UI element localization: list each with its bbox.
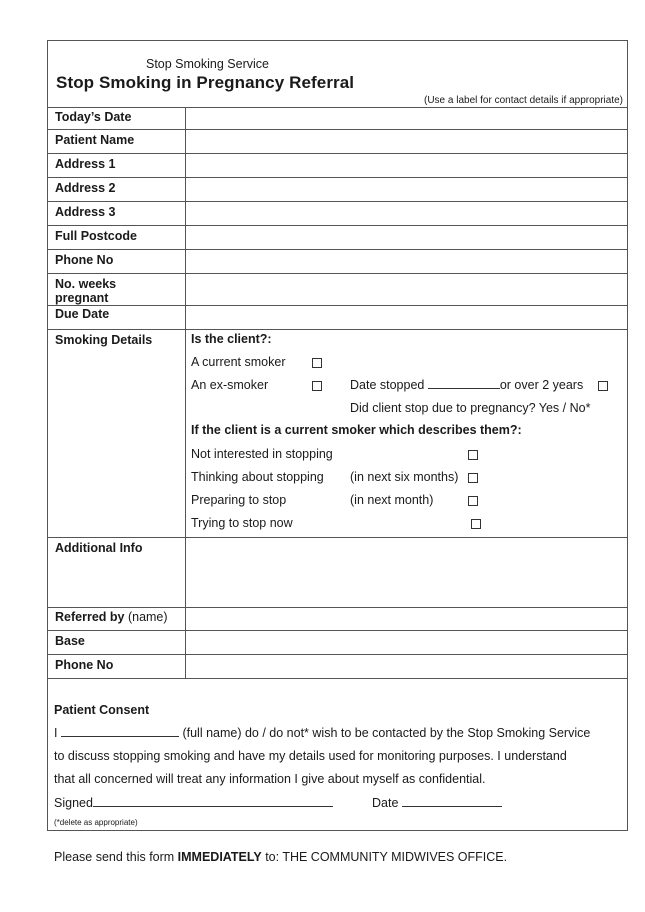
- patient-name-label: Patient Name: [55, 133, 135, 147]
- stage-preparing-label: Preparing to stop: [191, 493, 287, 507]
- phone-2-label: Phone No: [55, 658, 114, 672]
- additional-info-label: Additional Info: [55, 541, 143, 555]
- stage-thinking-checkbox[interactable]: [468, 473, 478, 483]
- phone-field[interactable]: [185, 250, 627, 273]
- todays-date-field[interactable]: [185, 107, 627, 129]
- referred-by-label: [55, 610, 168, 624]
- postcode-field[interactable]: [185, 226, 627, 249]
- date-stopped-label: Date stopped: [350, 378, 425, 392]
- row-smoking-details: [48, 330, 627, 538]
- row-phone: [48, 250, 627, 274]
- consent-line-1-text: (full name) do / do not* wish to be contacted by the Stop Smoking Service: [182, 726, 591, 740]
- date-stopped-line: [350, 378, 583, 392]
- address-3-field[interactable]: [185, 202, 627, 225]
- row-address-2: [48, 178, 627, 202]
- row-additional-info: [48, 538, 627, 608]
- base-field[interactable]: [185, 631, 627, 654]
- stage-trying-checkbox[interactable]: [471, 519, 481, 529]
- footer-pre: Please send this form: [54, 850, 178, 864]
- signed-label: Signed: [54, 796, 93, 810]
- address-2-label: Address 2: [55, 181, 116, 195]
- service-name: Stop Smoking Service: [146, 57, 269, 71]
- consent-i: I: [54, 726, 58, 740]
- row-base: [48, 631, 627, 655]
- consent-date-label: Date: [372, 796, 399, 810]
- form-header: [48, 41, 627, 108]
- over-two-years-label: or over 2 years: [499, 378, 584, 392]
- referred-by-field[interactable]: [185, 608, 627, 630]
- postcode-label: Full Postcode: [55, 229, 137, 243]
- footer-instruction: [54, 850, 507, 864]
- footer-bold: IMMEDIATELY: [177, 850, 262, 864]
- row-address-3: [48, 202, 627, 226]
- stage-thinking-note: (in next six months): [350, 470, 459, 484]
- date-stopped-field[interactable]: [428, 378, 500, 389]
- consent-date-field[interactable]: [402, 796, 502, 807]
- ex-smoker-label: An ex-smoker: [191, 378, 269, 392]
- current-smoker-checkbox[interactable]: [312, 358, 322, 368]
- consent-line-2: to discuss stopping smoking and have my details used for monitoring purposes. I understand: [54, 749, 567, 763]
- stop-due-pregnancy-question[interactable]: Did client stop due to pregnancy? Yes / No*: [350, 401, 591, 415]
- base-label: Base: [55, 634, 85, 648]
- consent-line-1: [54, 726, 590, 740]
- smoking-details-section: [185, 330, 627, 537]
- row-todays-date: [48, 107, 627, 130]
- client-status-question: Is the client?:: [191, 332, 272, 346]
- consent-line-3: that all concerned will treat any information I give about myself as confidential.: [54, 772, 486, 786]
- row-address-1: [48, 154, 627, 178]
- stage-not-interested-checkbox[interactable]: [468, 450, 478, 460]
- consent-heading: Patient Consent: [54, 703, 150, 717]
- referral-form: [47, 40, 628, 831]
- address-2-field[interactable]: [185, 178, 627, 201]
- patient-name-field[interactable]: [185, 130, 627, 153]
- signature-field[interactable]: [93, 796, 333, 807]
- todays-date-label: Today’s Date: [55, 110, 132, 124]
- label-note: (Use a label for contact details if appropriate): [424, 95, 623, 106]
- ex-smoker-checkbox[interactable]: [312, 381, 322, 391]
- date-line: [372, 796, 502, 810]
- signed-line: [54, 796, 333, 810]
- current-smoker-label: A current smoker: [191, 355, 286, 369]
- due-date-field[interactable]: [185, 306, 627, 329]
- weeks-pregnant-label: No. weeks pregnant: [55, 277, 117, 305]
- current-smoker-stage-question: If the client is a current smoker which describes them?:: [191, 423, 522, 437]
- row-due-date: [48, 306, 627, 330]
- row-phone-2: [48, 655, 627, 679]
- stage-not-interested-label: Not interested in stopping: [191, 447, 333, 461]
- row-referred-by: [48, 608, 627, 631]
- stage-preparing-checkbox[interactable]: [468, 496, 478, 506]
- full-name-field[interactable]: [61, 726, 179, 737]
- smoking-details-label: Smoking Details: [55, 333, 153, 347]
- phone-2-field[interactable]: [185, 655, 627, 678]
- weeks-pregnant-field[interactable]: [185, 274, 627, 305]
- address-1-field[interactable]: [185, 154, 627, 177]
- row-weeks-pregnant: [48, 274, 627, 306]
- phone-label: Phone No: [55, 253, 114, 267]
- additional-info-field[interactable]: [185, 538, 627, 607]
- form-title: Stop Smoking in Pregnancy Referral: [56, 73, 355, 92]
- row-postcode: [48, 226, 627, 250]
- due-date-label: Due Date: [55, 307, 110, 321]
- stage-preparing-note: (in next month): [350, 493, 434, 507]
- footer-post: to: THE COMMUNITY MIDWIVES OFFICE.: [261, 850, 508, 864]
- patient-consent-section: [48, 678, 627, 832]
- row-patient-name: [48, 130, 627, 154]
- over-two-years-checkbox[interactable]: [598, 381, 608, 391]
- referred-by-bold: Referred by: [55, 610, 125, 624]
- stage-trying-label: Trying to stop now: [191, 516, 293, 530]
- stage-thinking-label: Thinking about stopping: [191, 470, 324, 484]
- delete-note: (*delete as appropriate): [54, 818, 138, 827]
- address-3-label: Address 3: [55, 205, 116, 219]
- referred-by-suffix: (name): [124, 610, 168, 624]
- address-1-label: Address 1: [55, 157, 116, 171]
